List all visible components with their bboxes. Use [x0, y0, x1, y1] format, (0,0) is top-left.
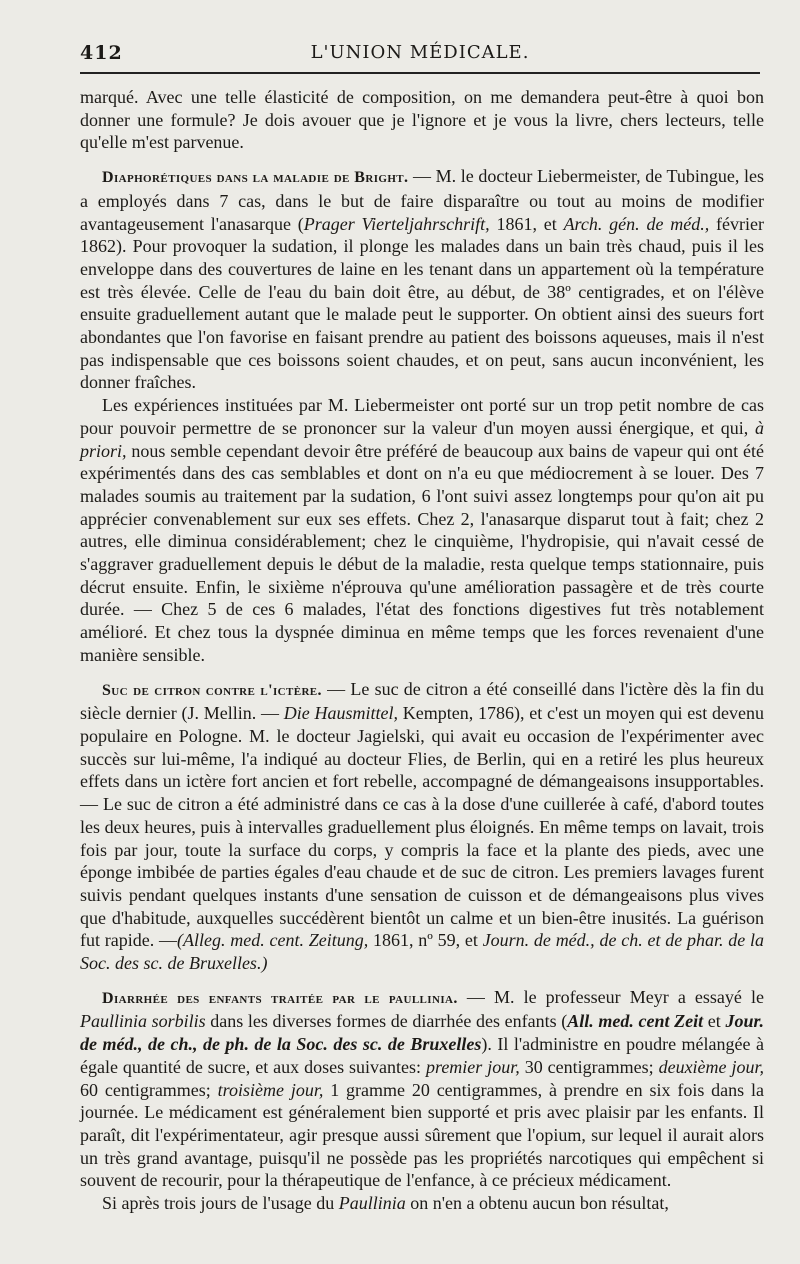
running-title: L'UNION MÉDICALE.: [310, 42, 530, 63]
paragraph-paullinia-usage: Si après trois jours de l'usage du Paullinia on n'en a obtenu aucun bon résultat,: [102, 1193, 669, 1214]
article-body: [80, 86, 764, 1215]
section-diarrhee: Diarrhée des enfants traitée par le paullinia. — M. le professeur Meyr a essayé le Paullinia sorbilis dans les diverses formes de diarrhée des enfants (All. med. cent Zeit et Jour. de méd., de ch., de ph. de la Soc. des sc. de Bruxelles). Il l'administre en poudre mélangée à égale quantité de sucre, et aux doses suivantes: premier jour, 30 centigrammes; deuxième jour, 60 centigrammes; troisième jour, 1 gramme 20 centigrammes, à prendre en six fois dans la journée. Le médicament est généralement bien supporté et pris avec plaisir par les enfants. Il paraît, dit l'expérimentateur, agir presque aussi sûrement que l'opium, sur lequel il aurait alors un très grand avantage, puisqu'il ne possède pas les propriétés narcotiques qui empêchent si souvent de recourir, pour la thérapeutique de l'enfance, à ce précieux médicament.: [80, 986, 764, 1191]
page-header: [80, 38, 760, 74]
section-title-suc-de-citron: Suc de citron contre l'ictère.: [102, 681, 322, 699]
section-suc-de-citron: Suc de citron contre l'ictère. — Le suc de citron a été conseillé dans l'ictère dès la fin du siècle dernier (J. Mellin. — Die Hausmittel, Kempten, 1786), et c'est un moyen qui est devenu populaire en Pologne. M. le docteur Jagielski, qui avait eu occasion de l'expérimenter avec succès sur lui-même, l'a indiqué au docteur Flies, de Berlin, qui en a retiré les plus heureux effets dans un ictère fort ancien et fort rebelle, accompagné de démangeaisons insupportables. — Le suc de citron a été administré dans ce cas à la dose d'une cuillerée à café, d'abord toutes les deux heures, puis à intervalles graduellement plus éloignés. En même temps on lavait, trois fois par jour, toute la surface du corps, y compris la face et la plante des pieds, avec une éponge imbibée de parties égales d'eau chaude et de suc de citron. Les premiers lavages furent suivis pendant quelques instants d'une sensation de cuisson et de démangeaisons plus vives que d'habitude, auxquelles succédèrent bientôt un calme et un bien-être inusités. La guérison fut rapide. —(Alleg. med. cent. Zeitung, 1861, nº 59, et Journ. de méd., de ch. et de phar. de la Soc. des sc. de Bruxelles.): [80, 678, 764, 974]
section-diaphoretiques: Diaphorétiques dans la maladie de Bright. — M. le docteur Liebermeister, de Tubingue, les a employés dans 7 cas, dans le but de faire disparaître ou tout au moins de modifier avantageusement l'anasarque (Prager Vierteljahrschrift, 1861, et Arch. gén. de méd., février 1862). Pour provoquer la sudation, il plonge les malades dans un bain très chaud, puis il les enveloppe dans des couvertures de laine en les tenant dans un appartement où la température est très élevée. Celle de l'eau du bain doit être, au début, de 38º centigrades, et on l'élève ensuite graduellement autant que le malade peut le supporter. On obtient ainsi des sueurs fort abondantes que l'on favorise en faisant prendre au patient des boissons aqueuses, mais il n'est pas indispensable que ces boissons soient chaudes, et on peut, sans aucun inconvénient, les donner fraîches.: [80, 166, 765, 393]
paragraph-experiences: Les expériences instituées par M. Liebermeister ont porté sur un trop petit nombre de cas pour pouvoir permettre de se prononcer sur la valeur d'un moyen aussi énergique, et qui, à priori, nous semble cependant devoir être préféré de beaucoup aux bains de vapeur qui ont été expérimentés dans des cas semblables et dont on n'a eu que médiocrement à se louer. Des 7 malades soumis au traitement par la sudation, 6 l'ont suivi assez longtemps pour qu'on ait pu apprécier convenablement sur eux ses effets. Chez 2, l'anasarque disparut tout à fait; chez 2 autres, elle diminua considérablement; chez le cinquième, l'hydropisie, qui n'avait cessé de s'aggraver graduellement depuis le début de la maladie, resta quelque temps stationnaire, puis décrut ensuite. Enfin, le sixième n'éprouva qu'une amélioration passagère et de très courte durée. — Chez 5 de ces 6 malades, l'état des fonctions digestives fut très notablement amélioré. Et chez tous la dyspnée diminua en même temps que les forces revenaient d'une manière sensible.: [80, 395, 764, 665]
paragraph-continuation: marqué. Avec une telle élasticité de composition, on me demandera peut-être à quoi bon donner une formule? Je dois avouer que je l'ignore et je vous la livre, chers lecteurs, telle qu'elle m'est parvenue.: [80, 87, 764, 153]
section-title-diarrhee: Diarrhée des enfants traitée par le paullinia.: [102, 989, 458, 1007]
page-number: 412: [80, 42, 123, 64]
section-title-diaphoretiques: Diaphorétiques dans la maladie de Bright.: [102, 169, 409, 187]
